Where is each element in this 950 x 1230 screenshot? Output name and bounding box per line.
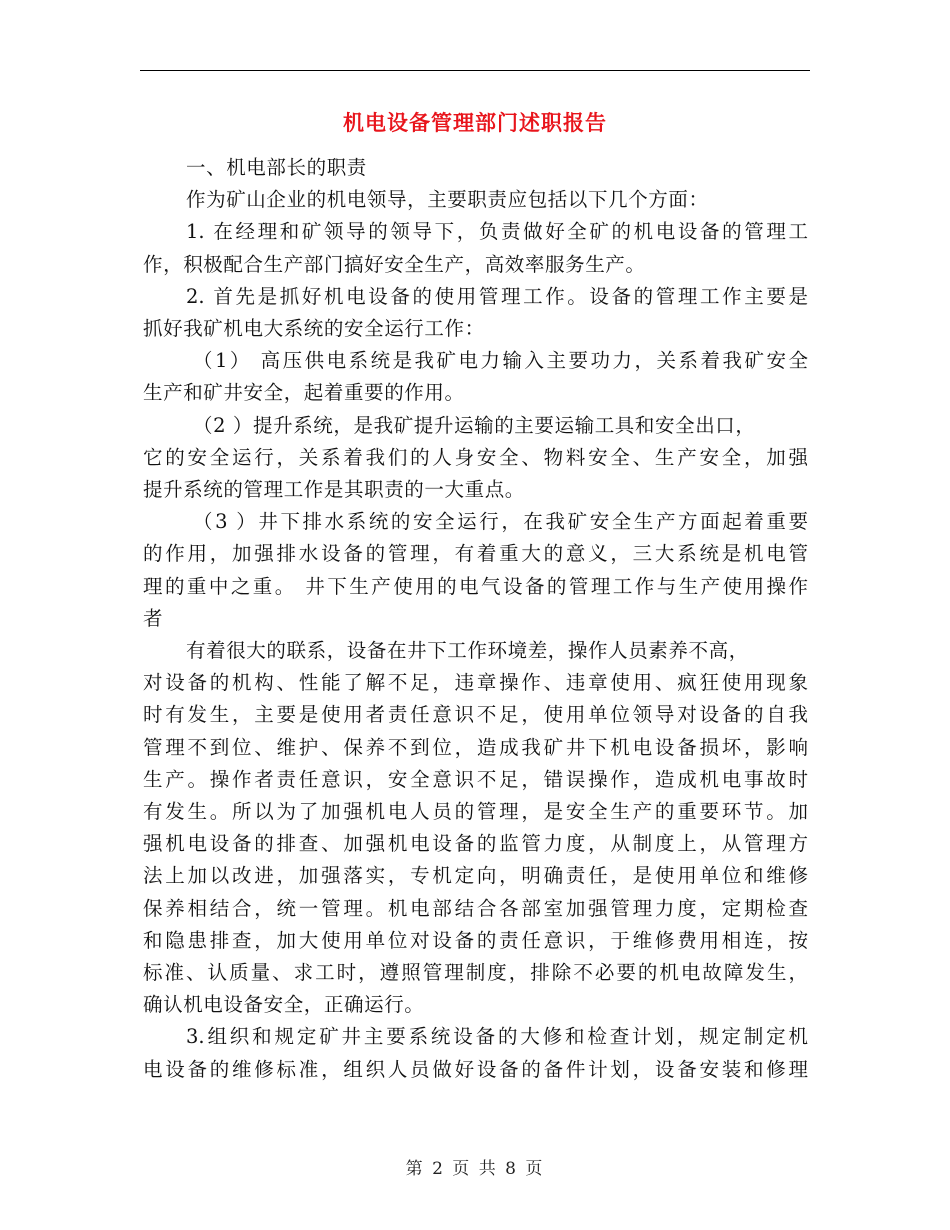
paragraph-line: 抓好我矿机电大系统的安全运行工作： <box>143 317 485 341</box>
paragraph-line: 管理不到位、维护、保养不到位，造成我矿井下机电设备损坏，影响 <box>143 735 808 759</box>
paragraph-line: 提升系统的管理工作是其职责的一大重点。 <box>143 478 525 502</box>
paragraph-line: 时有发生，主要是使用者责任意识不足，使用单位领导对设备的自我 <box>143 703 808 727</box>
section-heading: 一、机电部长的职责 <box>186 156 367 179</box>
paragraph-line: 3.组织和规定矿井主要系统设备的大修和检查计划，规定制定机 <box>186 1025 808 1049</box>
paragraph-line: 有着很大的联系，设备在井下工作环境差，操作人员素养不高， <box>186 639 749 663</box>
paragraph-line: 保养相结合，统一管理。机电部结合各部室加强管理力度，定期检查 <box>143 896 808 920</box>
paragraph-line: 作，积极配合生产部门搞好安全生产，高效率服务生产。 <box>143 252 646 276</box>
paragraph-line: 生产。操作者责任意识，安全意识不足，错误操作，造成机电事故时 <box>143 767 808 791</box>
document-title: 机电设备管理部门述职报告 <box>343 110 607 135</box>
paragraph-line: （1） 高压供电系统是我矿电力输入主要功力，关系着我矿安全 <box>193 349 808 373</box>
paragraph-line: （2 ）提升系统，是我矿提升运输的主要运输工具和安全出口， <box>193 413 756 437</box>
paragraph-line: 作为矿山企业的机电领导，主要职责应包括以下几个方面： <box>186 188 709 212</box>
paragraph-line: 标准、认质量、求工时，遵照管理制度，排除不必要的机电故障发生， <box>143 961 808 985</box>
paragraph-line: 它的安全运行，关系着我们的人身安全、物料安全、生产安全，加强 <box>143 445 808 469</box>
header-rule <box>140 70 810 71</box>
paragraph-line: 对设备的机构、性能了解不足，违章操作、违章使用、疯狂使用现象 <box>143 671 808 695</box>
paragraph-line: 者 <box>143 606 164 630</box>
paragraph-line: 强机电设备的排查、加强机电设备的监管力度，从制度上，从管理方 <box>143 832 808 856</box>
paragraph-line: 和隐患排查，加大使用单位对设备的责任意识，于维修费用相连，按 <box>143 928 808 952</box>
paragraph-line: 法上加以改进，加强落实，专机定向，明确责任，是使用单位和维修 <box>143 864 808 888</box>
page-number-footer: 第 2 页 共 8 页 <box>405 1159 545 1179</box>
paragraph-line: 确认机电设备安全，正确运行。 <box>143 993 425 1017</box>
paragraph-line: 的作用，加强排水设备的管理，有着重大的意义，三大系统是机电管 <box>143 542 808 566</box>
document-body <box>143 152 808 1086</box>
paragraph-line: 有发生。所以为了加强机电人员的管理，是安全生产的重要环节。加 <box>143 800 808 824</box>
paragraph-line: （3 ）井下排水系统的安全运行，在我矿安全生产方面起着重要 <box>193 510 808 534</box>
paragraph-line: 理的重中之重。 井下生产使用的电气设备的管理工作与生产使用操作 <box>143 574 808 598</box>
paragraph-line: 2. 首先是抓好机电设备的使用管理工作。设备的管理工作主要是 <box>186 284 808 308</box>
paragraph-line: 1. 在经理和矿领导的领导下，负责做好全矿的机电设备的管理工 <box>186 220 808 244</box>
paragraph-line: 电设备的维修标准，组织人员做好设备的备件计划，设备安装和修理 <box>143 1057 808 1081</box>
paragraph-line: 生产和矿井安全，起着重要的作用。 <box>143 381 465 405</box>
